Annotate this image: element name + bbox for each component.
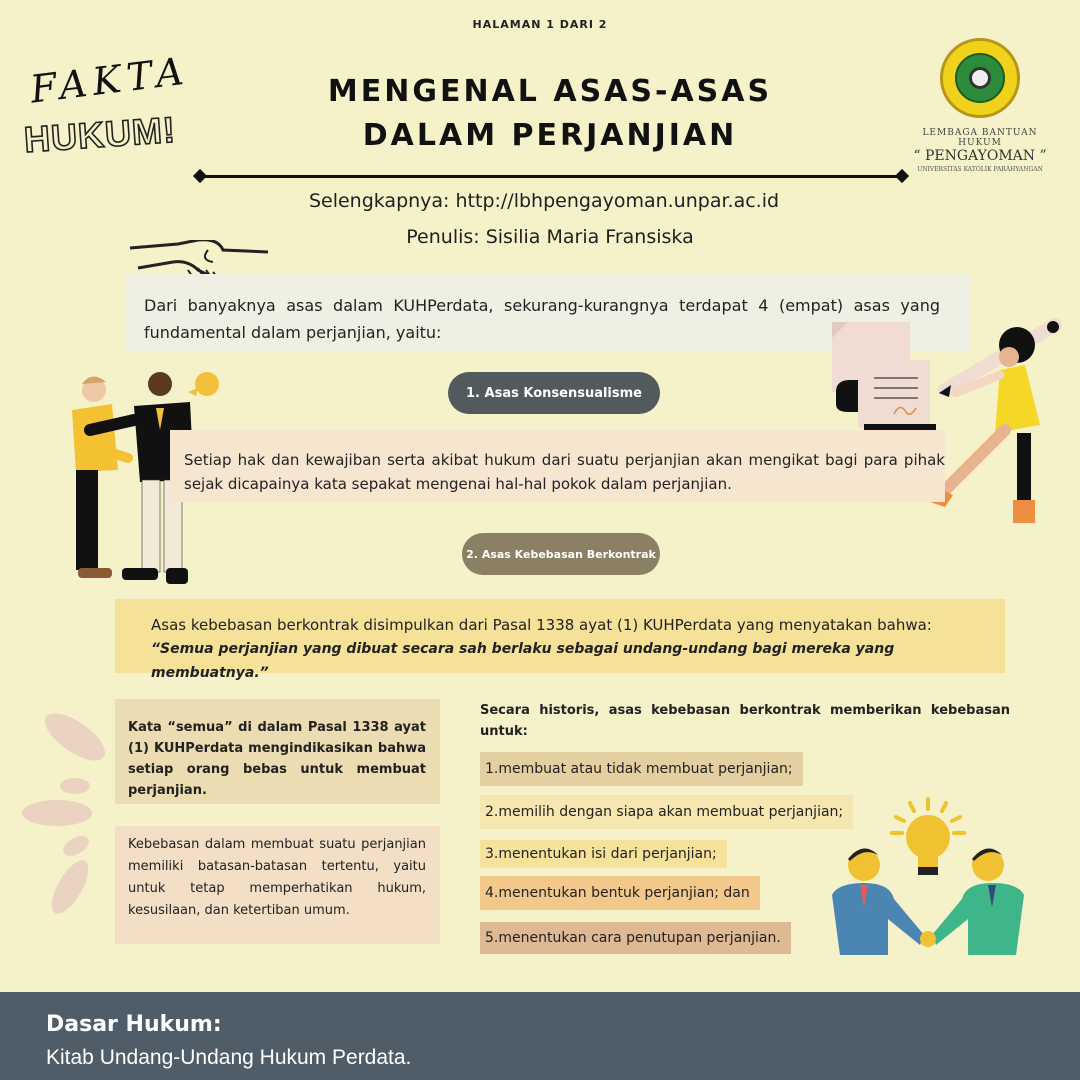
university-seal-icon: [940, 38, 1020, 118]
asas-1-description: Setiap hak dan kewajiban serta akibat hukum dari suatu perjanjian akan mengikat bagi para pihak sejak dicapainya kata sepakat mengenai hal-hal pokok dalam perjanjian.: [170, 430, 945, 502]
asas-2-heading: 2. Asas Kebebasan Berkontrak: [462, 533, 660, 575]
footer-legal-basis: Kitab Undang-Undang Hukum Perdata.: [46, 1046, 412, 1069]
historis-item-3: 3.menentukan isi dari perjanjian;: [480, 840, 727, 868]
author-credit: Penulis: Sisilia Maria Fransiska: [406, 226, 694, 248]
logo-line-3: UNIVERSITAS KATOLIK PARAHYANGAN: [917, 166, 1043, 173]
asas-2-quote-box: [115, 599, 1005, 681]
footer-title: Dasar Hukum:: [46, 1012, 222, 1037]
page-indicator: HALAMAN 1 DARI 2: [472, 18, 608, 31]
more-info-link[interactable]: Selengkapnya: http://lbhpengayoman.unpar.ac.id: [308, 190, 780, 212]
historis-item-2: 2.memilih dengan siapa akan membuat perjanjian;: [480, 795, 853, 829]
title-divider: [200, 175, 902, 178]
pasal-1338-quote: “Semua perjanjian yang dibuat secara sah berlaku sebagai undang-undang bagi mereka yang membuatnya.”: [151, 641, 895, 681]
lbh-logo: [900, 38, 1060, 173]
note-semua: Kata “semua” di dalam Pasal 1338 ayat (1) KUHPerdata mengindikasikan bahwa setiap orang bebas untuk membuat perjanjian.: [115, 699, 440, 804]
note-batasan: Kebebasan dalam membuat suatu perjanjian memiliki batasan-batasan tertentu, yaitu untuk tetap memperhatikan hukum, kesusilaan, dan ketertiban umum.: [115, 826, 440, 944]
historis-item-4: 4.menentukan bentuk perjanjian; dan: [480, 876, 760, 910]
brand-hukum: HUKUM!: [22, 108, 178, 161]
title-line-1: MENGENAL ASAS-ASAS: [327, 74, 773, 109]
asas-1-heading: 1. Asas Konsensualisme: [448, 372, 660, 414]
intro-paragraph: Dari banyaknya asas dalam KUHPerdata, sekurang-kurangnya terdapat 4 (empat) asas yang fundamental dalam perjanjian, yaitu:: [126, 274, 970, 352]
page-title: [250, 70, 850, 158]
logo-line-1: LEMBAGA BANTUAN HUKUM: [922, 128, 1038, 148]
asas-2-lead: Asas kebebasan berkontrak disimpulkan dari Pasal 1338 ayat (1) KUHPerdata yang menyatakan bahwa:: [151, 616, 932, 634]
historis-heading: Secara historis, asas kebebasan berkontrak memberikan kebebasan untuk:: [480, 703, 1010, 739]
handshake-lightbulb-illustration: [828, 795, 1028, 965]
historis-item-5: 5.menentukan cara penutupan perjanjian.: [480, 922, 791, 954]
title-line-2: DALAM PERJANJIAN: [362, 118, 738, 153]
brand-fakta: FAKTA: [27, 48, 192, 112]
historis-item-1: 1.membuat atau tidak membuat perjanjian;: [480, 752, 803, 786]
logo-line-2: “ PENGAYOMAN ”: [913, 148, 1047, 164]
